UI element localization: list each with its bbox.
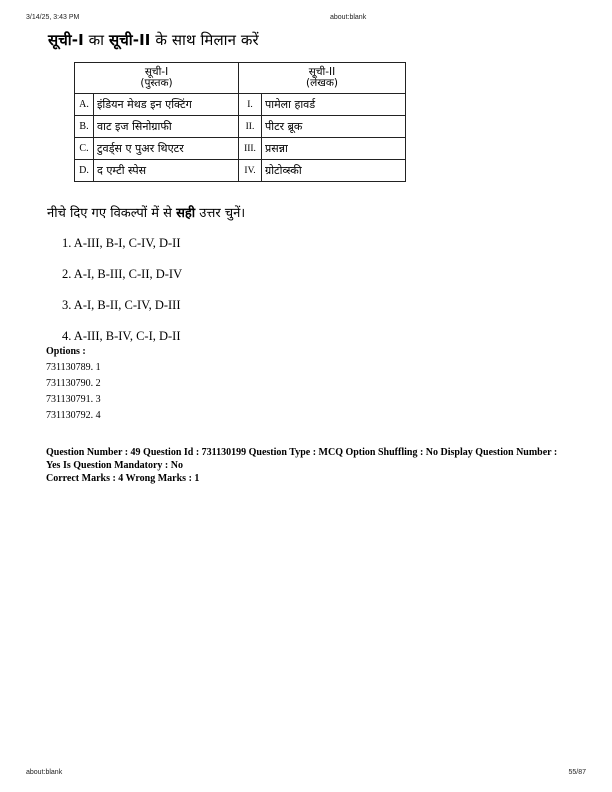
list1-key: A. [75, 94, 94, 116]
list1-key: B. [75, 116, 94, 138]
option-id: 731130790. 2 [46, 378, 101, 389]
instruction-emphasis: सही [176, 206, 196, 221]
list2-key: II. [239, 116, 262, 138]
match-table-header [75, 63, 406, 94]
list1-item: टुवर्ड्स ए पुअर थिएटर [94, 138, 239, 160]
match-row [75, 94, 406, 116]
print-footer [0, 769, 612, 783]
print-header [0, 14, 612, 28]
question-meta-line: Question Number : 49 Question Id : 731130199 Question Type : MCQ Option Shuffling : No Display Question Number : Yes Is Question Mandatory : No [46, 447, 558, 471]
question-block [46, 30, 466, 50]
list2-item: प्रसन्ना [262, 138, 406, 160]
heading-list1: सूची-I [48, 31, 84, 49]
list2-item: पीटर ब्रूक [262, 116, 406, 138]
list2-subtitle: (लेखक) [306, 77, 338, 89]
question-heading [48, 30, 466, 50]
heading-list2: सूची-II [109, 31, 151, 49]
answer-choice: 3. A-I, B-II, C-IV, D-III [62, 298, 181, 312]
print-datetime: 3/14/25, 3:43 PM [26, 14, 80, 21]
list2-title: सूची-II [308, 66, 336, 78]
match-row [75, 116, 406, 138]
list2-header [239, 63, 406, 94]
list2-key: I. [239, 94, 262, 116]
answer-choice: 2. A-I, B-III, C-II, D-IV [62, 267, 183, 281]
answer-choices [62, 236, 182, 360]
list1-item: द एम्टी स्पेस [94, 160, 239, 182]
list2-item: पामेला हावर्ड [262, 94, 406, 116]
answer-choice: 1. A-III, B-I, C-IV, D-II [62, 236, 181, 250]
list2-item: ग्रोटोव्स्की [262, 160, 406, 182]
list1-key: C. [75, 138, 94, 160]
answer-instruction [47, 203, 245, 221]
options-list [46, 362, 101, 426]
page-number: 55/87 [568, 769, 586, 776]
heading-connector: का [83, 31, 110, 49]
match-row [75, 138, 406, 160]
list1-item: वाट इज सिनोग्राफी [94, 116, 239, 138]
list1-key: D. [75, 160, 94, 182]
instruction-text-start: नीचे दिए गए विकल्पों में से [47, 206, 177, 221]
list1-subtitle: (पुस्तक) [140, 77, 173, 89]
list1-title: सूची-I [144, 66, 169, 78]
match-table [74, 62, 406, 182]
heading-instruction: के साथ मिलान करें [150, 31, 259, 49]
list1-header [75, 63, 239, 94]
match-row [75, 160, 406, 182]
list1-item: इंडियन मेथड इन एक्टिंग [94, 94, 239, 116]
next-question-meta [46, 446, 566, 485]
print-url: about:blank [330, 14, 367, 21]
option-id: 731130791. 3 [46, 394, 101, 405]
footer-url: about:blank [26, 769, 63, 776]
option-id: 731130789. 1 [46, 362, 101, 373]
option-id: 731130792. 4 [46, 410, 101, 421]
answer-choice: 4. A-III, B-IV, C-I, D-II [62, 329, 181, 343]
instruction-text-end: उत्तर चुनें। [195, 206, 246, 221]
list2-key: III. [239, 138, 262, 160]
marks-meta-line: Correct Marks : 4 Wrong Marks : 1 [46, 473, 200, 484]
options-label: Options : [46, 346, 86, 357]
list2-key: IV. [239, 160, 262, 182]
